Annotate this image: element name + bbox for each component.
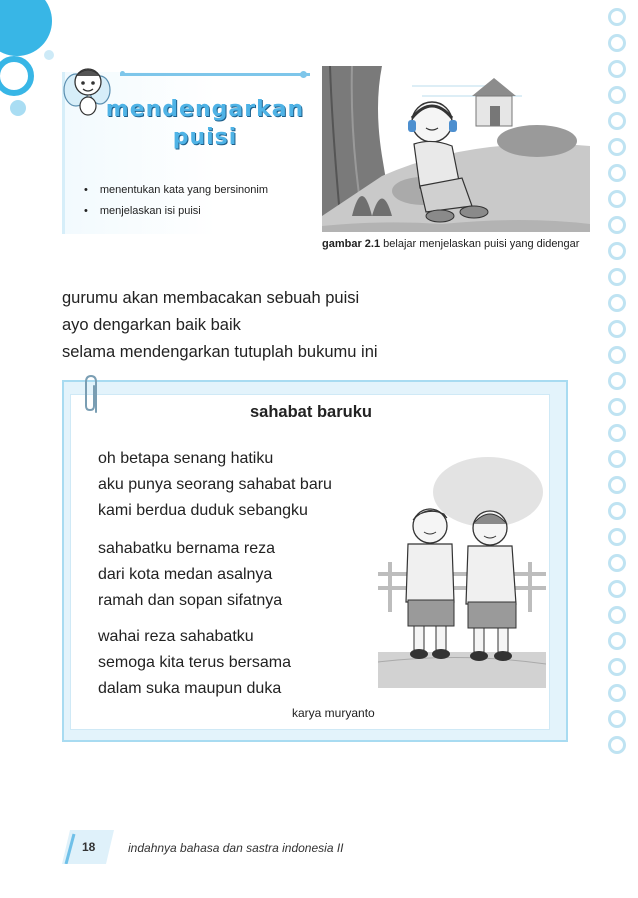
- poem-stanza-1: [98, 446, 332, 524]
- poem-line: kami berdua duduk sebangku: [98, 502, 308, 519]
- figure-caption: [322, 236, 588, 252]
- decorative-circle-large: [0, 0, 52, 56]
- lesson-title: [100, 96, 310, 152]
- boy-listening-illustration: [322, 66, 590, 232]
- objective-item: • menjelaskan isi puisi: [84, 201, 268, 222]
- page-number: 18: [82, 840, 96, 854]
- header-dot: [120, 71, 125, 76]
- poem-line: ramah dan sopan sifatnya: [98, 592, 283, 609]
- lesson-title-line1: mendengarkan: [105, 97, 305, 122]
- paperclip-icon: [82, 372, 104, 416]
- figure-caption-text: belajar menjelaskan puisi yang didengar: [383, 238, 580, 250]
- binding-rings: [608, 8, 634, 768]
- intro-paragraph: [62, 285, 378, 366]
- lesson-title-line2: puisi: [172, 125, 238, 150]
- poem-line: oh betapa senang hatiku: [98, 450, 274, 467]
- objective-item: • menentukan kata yang bersinonim: [84, 180, 268, 201]
- poem-line: wahai reza sahabatku: [98, 628, 254, 645]
- figure-label: gambar 2.1: [322, 238, 381, 250]
- poem-stanza-3: [98, 624, 291, 702]
- poem-line: dari kota medan asalnya: [98, 566, 273, 583]
- intro-line: gurumu akan membacakan sebuah puisi: [62, 289, 360, 307]
- book-title: indahnya bahasa dan sastra indonesia II: [128, 841, 344, 855]
- objectives-list: [84, 180, 268, 222]
- poem-line: semoga kita terus bersama: [98, 654, 291, 671]
- decorative-circle-ring: [0, 56, 34, 96]
- two-schoolboys-illustration: [378, 452, 546, 688]
- decorative-circle-small: [10, 100, 26, 116]
- poem-line: aku punya seorang sahabat baru: [98, 476, 332, 493]
- header-dot: [300, 71, 307, 78]
- poem-line: dalam suka maupun duka: [98, 680, 282, 697]
- poem-stanza-2: [98, 536, 282, 614]
- header-rule: [120, 73, 310, 76]
- poem-author: karya muryanto: [292, 706, 375, 720]
- poem-line: sahabatku bernama reza: [98, 540, 275, 557]
- intro-line: selama mendengarkan tutuplah bukumu ini: [62, 343, 378, 361]
- decorative-circle-tiny: [44, 50, 54, 60]
- poem-title: sahabat baruku: [250, 403, 372, 421]
- intro-line: ayo dengarkan baik baik: [62, 316, 241, 334]
